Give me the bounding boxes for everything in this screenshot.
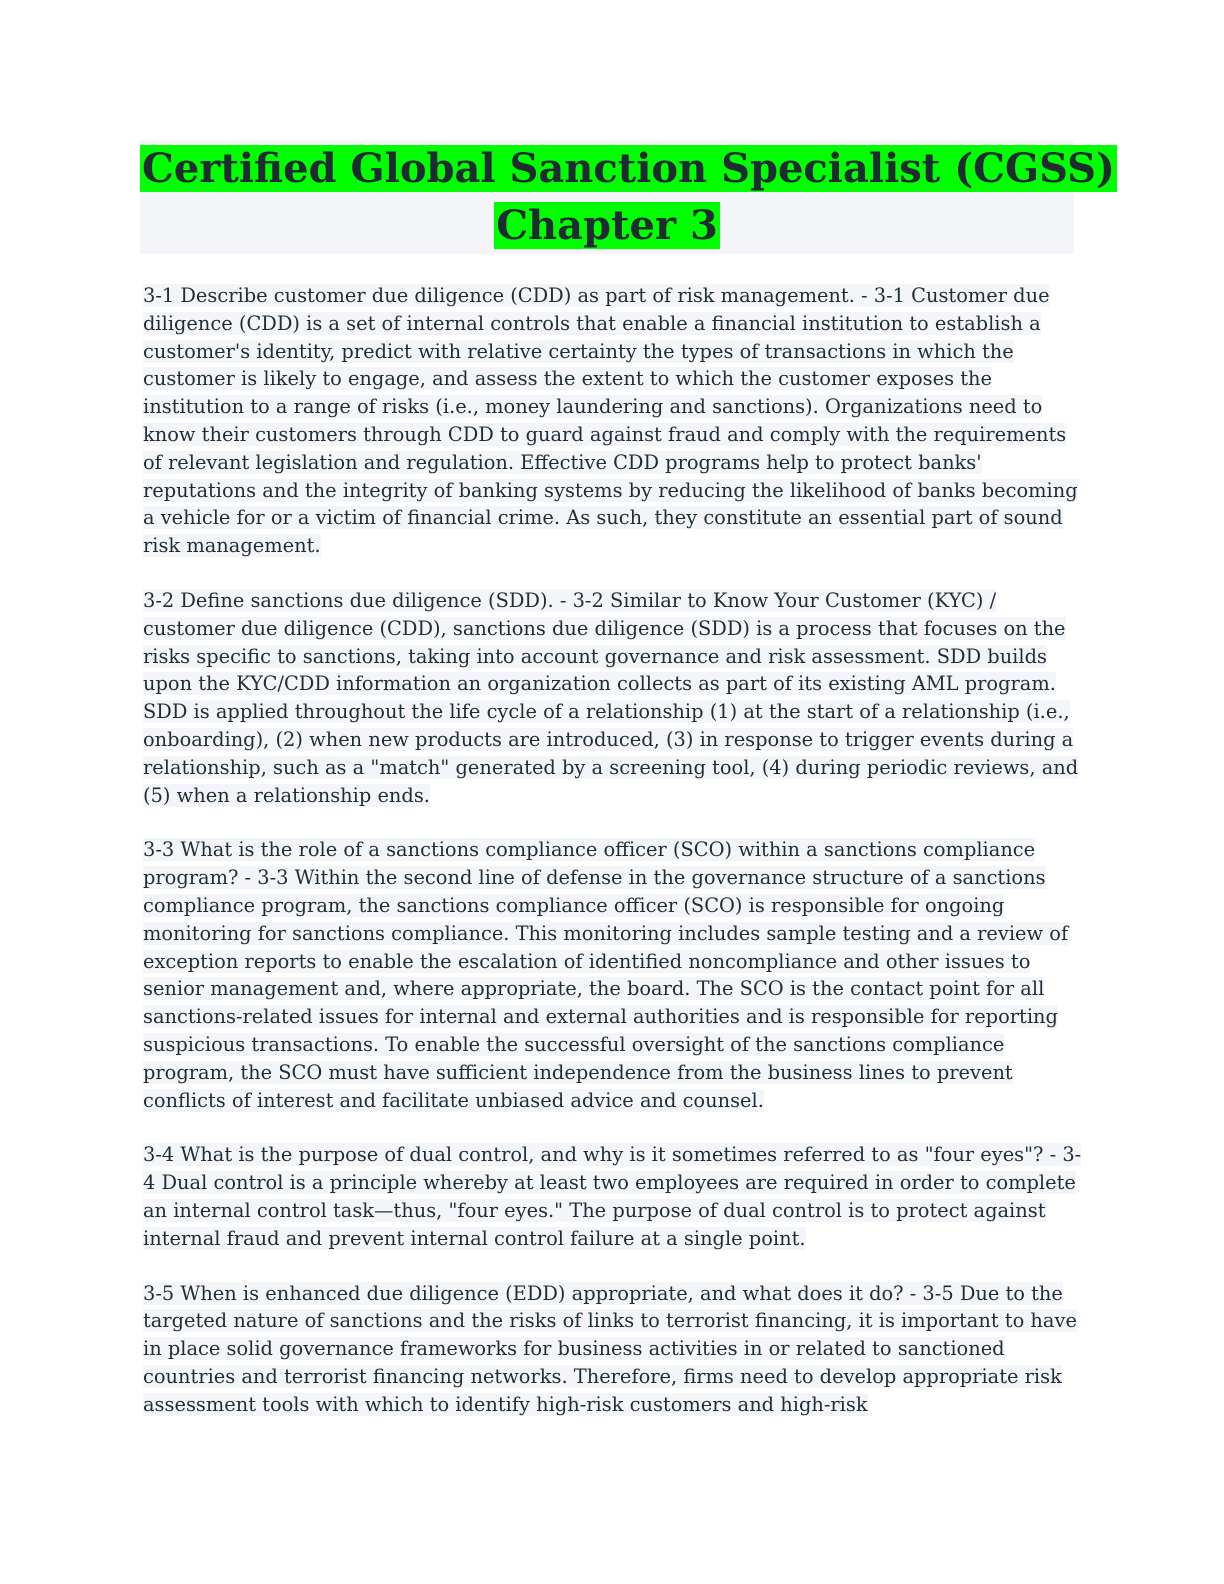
qa-text: 3-1 Describe customer due diligence (CDD) as part of risk management. - 3-1 Customer due diligence (CDD) is a set of internal controls that enable a financial institution to establish a customer's identity, predict with relative certainty the types of transactions in which the customer is likely to engage, and assess the extent to which the customer exposes the institution to a range of risks (i.e., money laundering and sanctions). Organizations need to know their customers through CDD to guard against fraud and comply with the requirements of relevant legislation and regulation. Effective CDD programs help to protect banks' reputations and the integrity of banking systems by reducing the likelihood of banks becoming a vehicle for or a victim of financial crime. As such, they constitute an essential part of sound risk management. [143, 284, 1078, 558]
qa-entry-3-4 [143, 1141, 1083, 1252]
title-line-1 [140, 140, 1115, 197]
title-text-2: Chapter 3 [496, 202, 718, 249]
document-body [143, 282, 1083, 1445]
document-title [140, 140, 1115, 254]
qa-entry-3-2 [143, 587, 1083, 809]
qa-text: 3-3 What is the role of a sanctions compliance officer (SCO) within a sanctions compliance program? - 3-3 Within the second line of defense in the governance structure of a sanctions compliance program, the sanctions compliance officer (SCO) is responsible for ongoing monitoring for sanctions compliance. This monitoring includes sample testing and a review of exception reports to enable the escalation of identified noncompliance and other issues to senior management and, where appropriate, the board. The SCO is the contact point for all sanctions-related issues for internal and external authorities and is responsible for reporting suspicious transactions. To enable the successful oversight of the sanctions compliance program, the SCO must have sufficient independence from the business lines to prevent conflicts of interest and facilitate unbiased advice and counsel. [143, 838, 1069, 1112]
qa-text: 3-4 What is the purpose of dual control, and why is it sometimes referred to as "four eyes"? - 3-4 Dual control is a principle whereby at least two employees are required in order to complete an internal control task—thus, "four eyes." The purpose of dual control is to protect against internal fraud and prevent internal control failure at a single point. [143, 1143, 1082, 1250]
title-text-1: Certified Global Sanction Specialist (CGSS) [142, 145, 1115, 192]
qa-entry-3-1 [143, 282, 1083, 560]
qa-text: 3-2 Define sanctions due diligence (SDD). - 3-2 Similar to Know Your Customer (KYC) / customer due diligence (CDD), sanctions due diligence (SDD) is a process that focuses on the risks specific to sanctions, taking into account governance and risk assessment. SDD builds upon the KYC/CDD information an organization collects as part of its existing AML program. SDD is applied throughout the life cycle of a relationship (1) at the start of a relationship (i.e., onboarding), (2) when new products are introduced, (3) in response to trigger events during a relationship, such as a "match" generated by a screening tool, (4) during periodic reviews, and (5) when a relationship ends. [143, 588, 1079, 807]
title-line-2 [140, 197, 1074, 254]
qa-entry-3-3 [143, 836, 1083, 1114]
qa-entry-3-5 [143, 1280, 1083, 1419]
qa-text: 3-5 When is enhanced due diligence (EDD) appropriate, and what does it do? - 3-5 Due to the targeted nature of sanctions and the risks of links to terrorist financing, it is important to have in place solid governance frameworks for business activities in or related to sanctioned countries and terrorist financing networks. Therefore, firms need to develop appropriate risk assessment tools with which to identify high-risk customers and high-risk [143, 1281, 1077, 1416]
